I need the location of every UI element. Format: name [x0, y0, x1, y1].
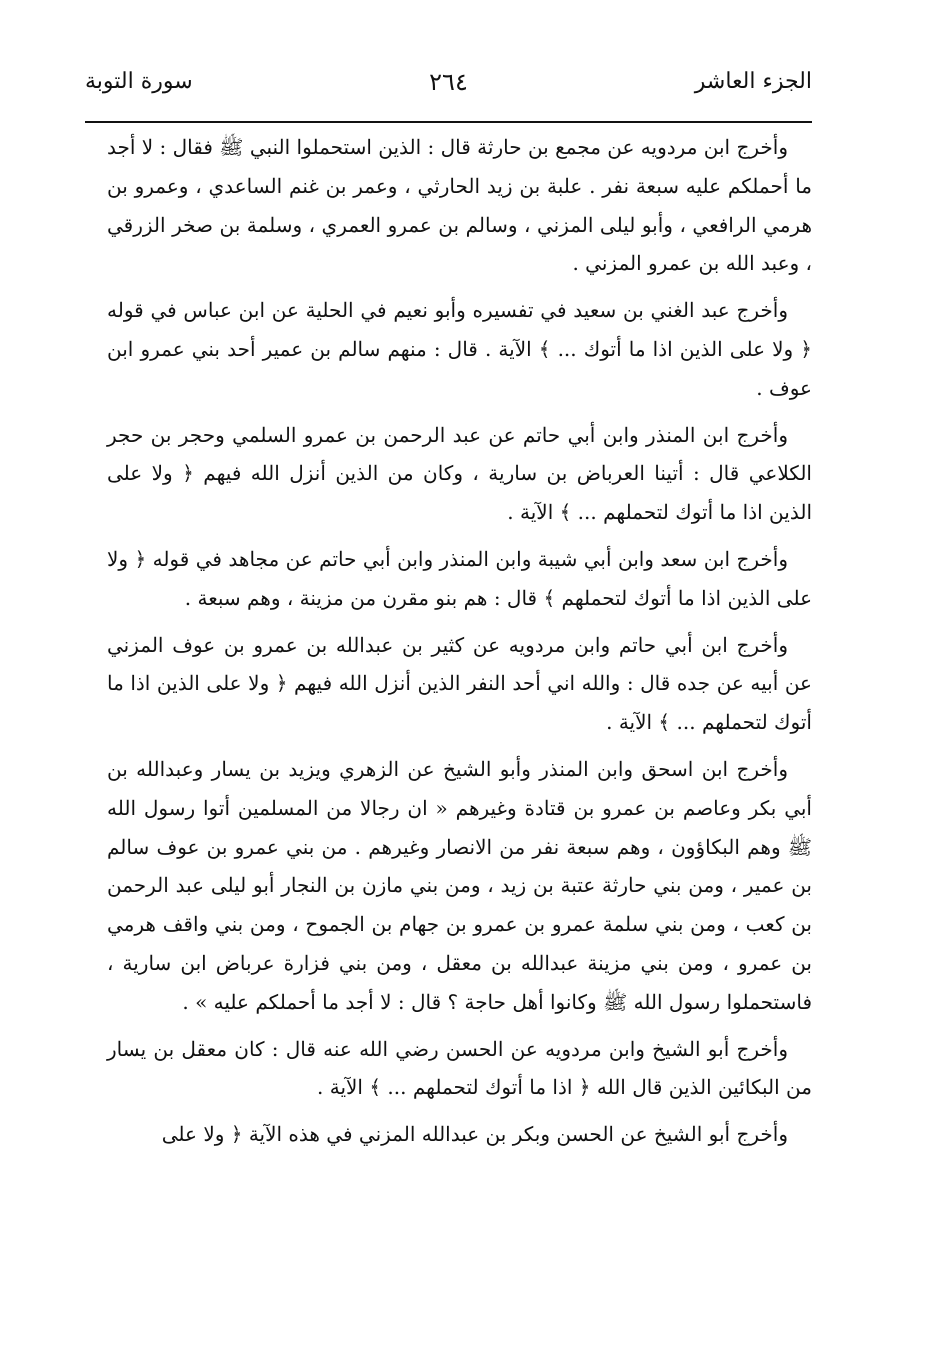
paragraph: وأخرج ابن سعد وابن أبي شيبة وابن المنذر وابن أبي حاتم عن مجاهد في قوله ﴿ ولا على الذين اذا ما أتوك لتحملهم ﴾ قال : هم بنو مقرن من مزينة ، وهم سبعة .	[107, 546, 812, 610]
paragraph: وأخرج ابن أبي حاتم وابن مردويه عن كثير بن عبدالله بن عمرو بن عوف المزني عن أبيه عن جده قال : والله اني أحد النفر الذين أنزل الله فيهم ﴿ ولا على الذين اذا ما أتوك لتحملهم ... ﴾ الآية .	[107, 632, 812, 735]
paragraph: وأخرج عبد الغني بن سعيد في تفسيره وأبو نعيم في الحلية عن ابن عباس في قوله ﴿ ولا على الذين اذا ما أتوك ... ﴾ الآية . قال : منهم سالم بن عمير أحد بني عمرو ابن عوف .	[107, 298, 812, 400]
paragraph: وأخرج أبو الشيخ عن الحسن وبكر بن عبدالله المزني في هذه الآية ﴿ ولا على	[161, 1122, 788, 1147]
header-rule	[85, 121, 812, 123]
page-number: ٢٦٤	[429, 68, 468, 96]
paragraph: وأخرج ابن اسحق وابن المنذر وأبو الشيخ عن الزهري ويزيد بن يسار وعبدالله بن أبي بكر وعاصم بن عمرو بن قتادة وغيرهم « ان رجالا من المسلمين أتوا رسول الله ﷺ وهم البكاؤون ، وهم سبعة نفر من الانصار وغيرهم . من بني عمرو بن عوف سالم بن عمير ، ومن بني حارثة عتبة بن زيد ، ومن بني مازن بن النجار أبو ليلى عبد الرحمن بن كعب ، ومن بني سلمة عمرو بن عمرو بن جهام بن الجموح ، ومن بني واقف هرمي بن عمرو ، ومن بني مزينة عبدالله بن معقل ، ومن بني فزارة عرباض ابن سارية ، فاستحملوا رسول الله ﷺ وكانوا أهل حاجة ؟ قال : لا أجد ما أحملكم عليه » .	[107, 756, 812, 1014]
paragraph: وأخرج أبو الشيخ وابن مردويه عن الحسن رضي الله عنه قال : كان معقل بن يسار من البكائين الذين قال الله ﴿ اذا ما أتوك لتحملهم ... ﴾ الآية .	[107, 1036, 812, 1100]
paragraph: وأخرج ابن مردويه عن مجمع بن حارثة قال : الذين استحملوا النبي ﷺ فقال : لا أجد ما أحملكم عليه سبعة نفر . علبة بن زيد الحارثي ، وعمر بن غنم الساعدي ، وعمرو بن هرمي الرافعي ، وأبو ليلى المزني ، وسالم بن عمرو العمري ، وسلمة بن صخر الزرقي ، وعبد الله بن عمرو المزني .	[107, 135, 812, 276]
page-body	[107, 128, 812, 1162]
paragraph: وأخرج ابن المنذر وابن أبي حاتم عن عبد الرحمن بن عمرو السلمي وحجر بن حجر الكلاعي قال : أتينا العرباض بن سارية ، وكان من الذين أنزل الله فيهم ﴿ ولا على الذين اذا ما أتوك لتحملهم ... ﴾ الآية .	[107, 422, 812, 525]
page-header	[85, 62, 812, 114]
surah-label: سورة التوبة	[85, 69, 193, 94]
volume-label: الجزء العاشر	[694, 69, 812, 94]
